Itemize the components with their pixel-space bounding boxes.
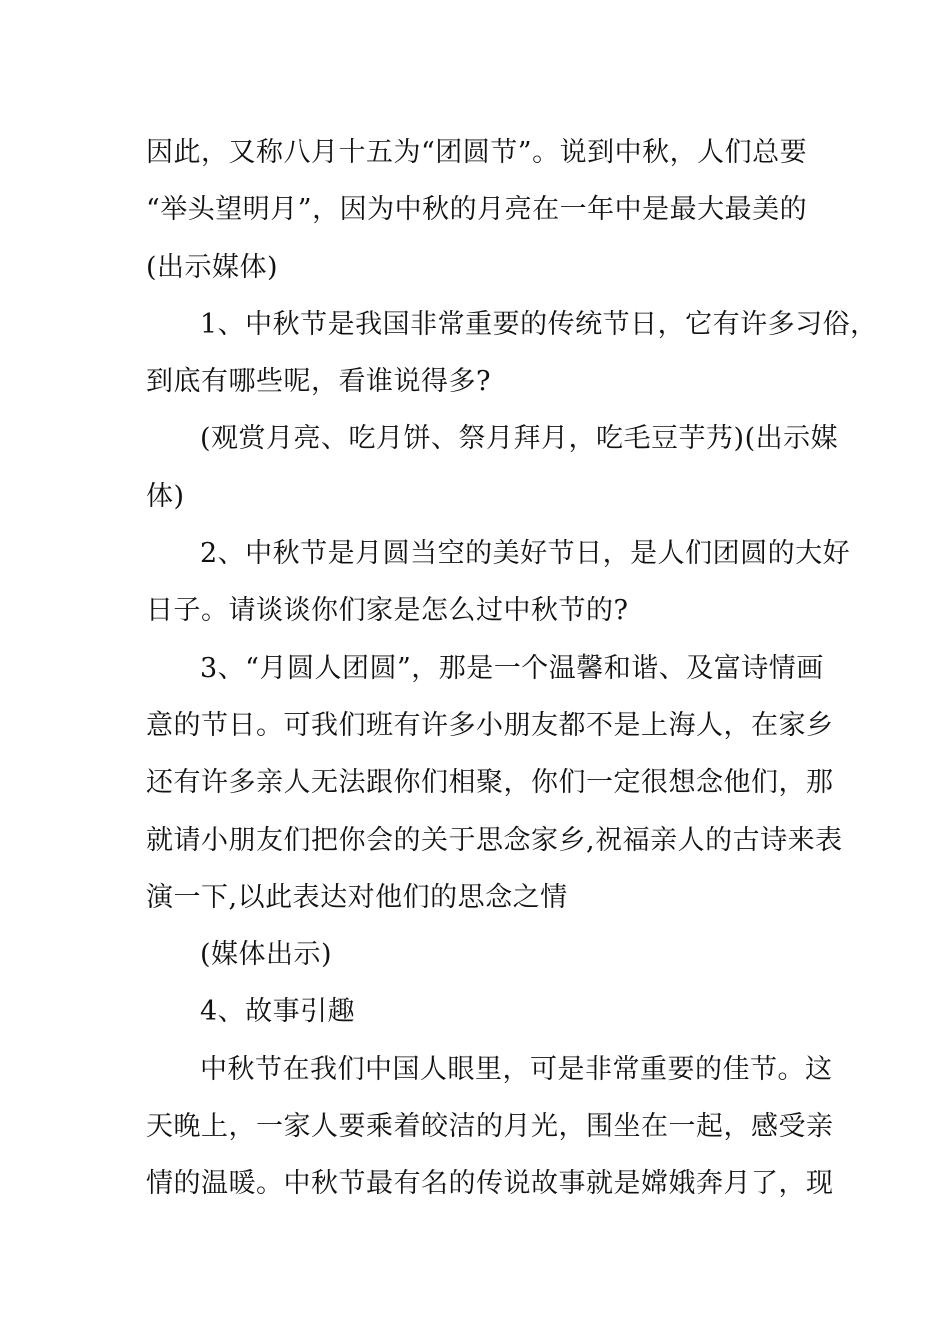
text-line: 就请小朋友们把你会的关于思念家乡,祝福亲人的古诗来表 [146, 824, 843, 856]
text-line: (观赏月亮、吃月饼、祭月拜月，吃毛豆芋艿)(出示媒 [200, 423, 839, 455]
text-line: (媒体出示) [200, 939, 333, 971]
text-line: 意的节日。可我们班有许多小朋友都不是上海人，在家乡 [146, 709, 834, 741]
text-line: 3、“月圆人团圆”，那是一个温馨和谐、及富诗情画 [200, 652, 824, 684]
text-line: 演一下,以此表达对他们的思念之情 [146, 881, 568, 913]
text-line: 情的温暖。中秋节最有名的传说故事就是嫦娥奔月了，现 [146, 1168, 834, 1200]
text-line: 中秋节在我们中国人眼里，可是非常重要的佳节。这 [200, 1053, 833, 1085]
text-line: 体) [146, 480, 185, 512]
body-text [146, 124, 878, 1213]
text-line: 到底有哪些呢，看谁说得多? [146, 366, 491, 398]
text-line: 还有许多亲人无法跟你们相聚，你们一定很想念他们，那 [146, 767, 834, 799]
text-line: 因此，又称八月十五为“团圆节”。说到中秋，人们总要 [146, 137, 808, 168]
text-line: (出示媒体) [146, 251, 279, 283]
text-line: 4、故事引趣 [200, 996, 356, 1028]
text-line: 天晚上，一家人要乘着皎洁的月光，围坐在一起，感受亲 [146, 1111, 834, 1143]
text-line: “举头望明月”，因为中秋的月亮在一年中是最大最美的 [146, 194, 808, 226]
text-line: 2、中秋节是月圆当空的美好节日，是人们团圆的大好 [200, 538, 851, 570]
text-line: 1、中秋节是我国非常重要的传统节日，它有许多习俗， [200, 308, 878, 340]
text-line: 日子。请谈谈你们家是怎么过中秋节的? [146, 595, 629, 627]
